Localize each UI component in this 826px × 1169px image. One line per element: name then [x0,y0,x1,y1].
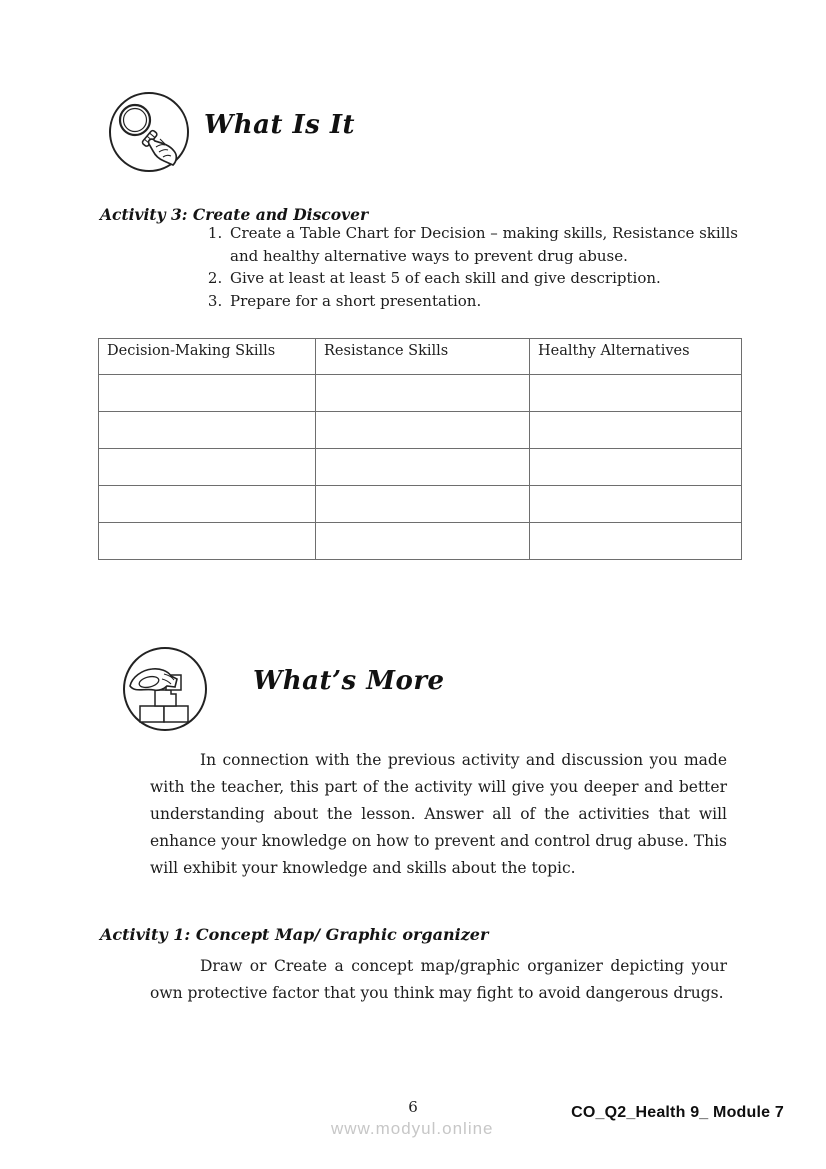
instruction-item-3: 3. Prepare for a short presentation. [227,290,755,313]
page-number: 6 [408,1098,418,1116]
table-empty-cell [530,486,742,523]
table-empty-cell [99,412,316,449]
skills-table [98,338,742,560]
section-title-whats-more: What’s More [253,666,445,696]
hand-stacking-blocks-icon [122,646,208,732]
table-empty-row [99,412,742,449]
table-empty-cell [316,412,530,449]
table-empty-cell [530,412,742,449]
table-empty-cell [530,375,742,412]
skills-table-body [99,375,742,560]
table-header-healthy-alternatives: Healthy Alternatives [530,339,742,375]
magnifying-glass-in-hand-icon [108,91,190,173]
instruction-item-2: 2. Give at least at least 5 of each skill and give description. [227,267,755,290]
whats-more-intro-paragraph: In connection with the previous activity and discussion you made with the teacher, this part of the activity will give you deeper and better understanding about the lesson. Answer all of the activities that will enhance your knowledge on how to prevent and control drug abuse. This will exhibit your knowledge and skills about the topic. [150,751,727,877]
table-header-resistance-skills: Resistance Skills [316,339,530,375]
table-empty-cell [99,486,316,523]
watermark-text: www.modyul.online [331,1119,494,1138]
table-empty-cell [316,375,530,412]
table-empty-cell [530,449,742,486]
module-footer-label: CO_Q2_Health 9_ Module 7 [571,1104,784,1121]
table-header-row [99,339,742,375]
table-empty-cell [316,449,530,486]
activity3-instructions [200,222,755,312]
instruction-item-1: 1. Create a Table Chart for Decision – making skills, Resistance skills and healthy alternative ways to prevent drug abuse. [227,222,755,267]
table-empty-cell [99,375,316,412]
table-header-decision-making-skills: Decision-Making Skills [99,339,316,375]
table-empty-cell [530,523,742,560]
table-empty-cell [99,523,316,560]
table-empty-row [99,449,742,486]
table-empty-cell [316,486,530,523]
table-empty-row [99,486,742,523]
section-title-what-is-it: What Is It [204,110,356,140]
activity1-paragraph: Draw or Create a concept map/graphic organizer depicting your own protective factor that you think may fight to avoid dangerous drugs. [150,957,727,1002]
table-empty-row [99,523,742,560]
table-empty-row [99,375,742,412]
table-empty-cell [99,449,316,486]
activity1-heading: Activity 1: Concept Map/ Graphic organizer [100,925,489,944]
table-empty-cell [316,523,530,560]
activity3-heading: Activity 3: Create and Discover [100,205,369,224]
